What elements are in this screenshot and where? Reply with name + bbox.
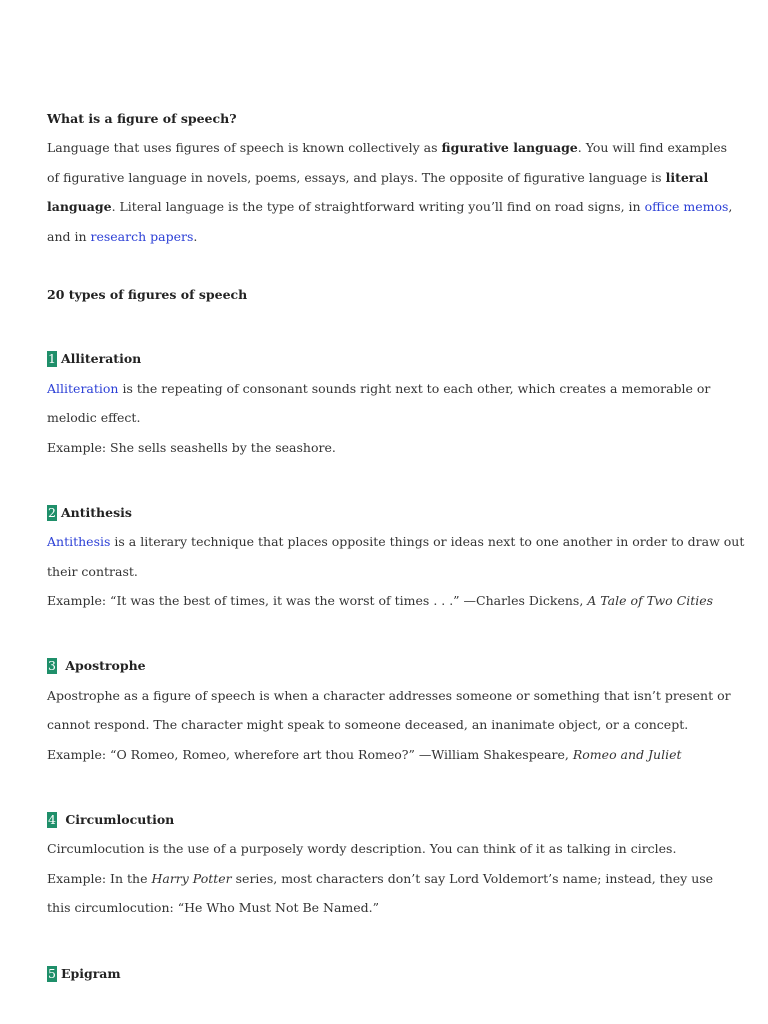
intro-heading: What is a figure of speech? [47,111,237,126]
entry-title: Apostrophe [65,658,146,674]
entry-example: Example: She sells seashells by the seashore. [47,439,336,455]
work-title: A Tale of Two Cities [587,593,714,609]
entry-text: melodic effect. [47,410,141,426]
entry-text: this circumlocution: “He Who Must Not Be Named.” [47,900,380,916]
entry-heading [47,344,727,373]
entry-title: Epigram [60,965,121,981]
intro-text: Language that uses figures of speech is known collectively as [47,140,442,156]
entry-example [47,740,727,769]
entry-example [47,586,727,615]
intro-paragraph-line [47,192,733,221]
entry-example-text: series, most characters don’t say Lord Voldemort’s name; instead, they use [231,870,714,886]
entry-example [47,864,727,893]
entry-title: Antithesis [60,504,132,520]
intro-text: . You will find examples [577,140,728,156]
entry-heading [47,805,727,834]
types-heading: 20 types of figures of speech [47,286,248,302]
entry-title: Alliteration [60,351,142,367]
intro-paragraph-line [47,133,727,162]
intro-paragraph-line [47,222,727,251]
entry-text [47,527,745,556]
entry-example-text: Example: In the [47,870,152,886]
intro-text: . Literal language is the type of straightforward writing you’ll find on road signs, in [111,199,645,215]
entry-text [47,374,727,403]
intro-paragraph-line [47,163,727,192]
entry-number-badge: 3 [48,658,56,674]
entry-example-text: Example: “O Romeo, Romeo, wherefore art thou Romeo?” —William Shakespeare, [47,746,573,762]
entry-heading [47,498,727,527]
intro-text: of figurative language in novels, poems, essays, and plays. The opposite of figurative language is [47,169,666,185]
research-papers-link[interactable]: research papers [90,228,194,244]
intro-text: and in [47,228,91,244]
work-title: Harry Potter [151,870,232,886]
entry-number-badge: 4 [48,812,56,828]
entry-title: Circumlocution [65,812,175,828]
figurative-language-term: figurative language [441,140,578,156]
entry-text: Apostrophe as a figure of speech is when a character addresses someone or something that isn’t present or [47,687,731,703]
intro-text: , [728,199,733,215]
literal-term: literal [665,169,709,185]
entry-text-span: is a literary technique that places opposite things or ideas next to one another in order to draw out [110,534,745,550]
entry-number-badge: 5 [48,965,56,981]
intro-text: . [193,228,198,244]
entry-text: Circumlocution is the use of a purposely wordy description. You can think of it as talking in circles. [47,841,677,857]
entry-heading [47,651,727,680]
office-memos-link[interactable]: office memos [644,199,729,215]
entry-number-badge: 1 [48,351,56,367]
language-term: language [47,199,112,215]
entry-heading [47,959,727,988]
work-title: Romeo and Juliet [572,746,682,762]
entry-example-text: Example: “It was the best of times, it was the worst of times . . .” —Charles Dickens, [47,593,588,609]
alliteration-link[interactable]: Alliteration [47,380,119,396]
entry-text-span: is the repeating of consonant sounds right next to each other, which creates a memorable or [118,380,711,396]
entry-text: cannot respond. The character might speak to someone deceased, an inanimate object, or a concept. [47,717,689,733]
entry-text: their contrast. [47,563,138,579]
article-body [47,104,745,988]
entry-number-badge: 2 [48,504,56,520]
antithesis-link[interactable]: Antithesis [47,534,111,550]
